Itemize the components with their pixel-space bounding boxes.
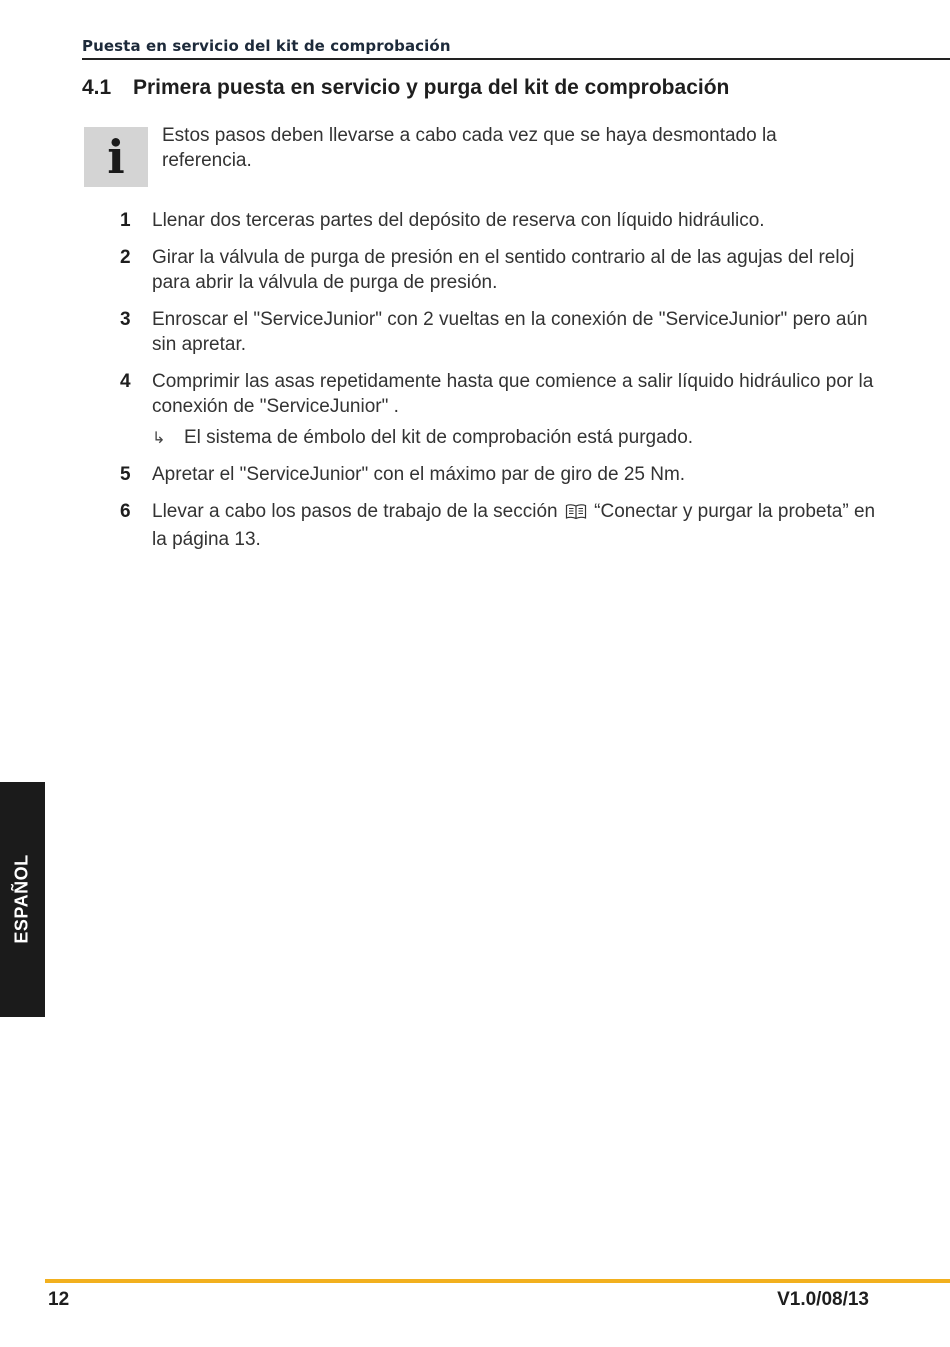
- info-glyph: i: [107, 130, 125, 184]
- step-number: 2: [120, 247, 131, 268]
- step-text: Llevar a cabo los pasos de trabajo de la sección: [152, 501, 558, 522]
- step-text: Apretar el "ServiceJunior" con el máximo par de giro de 25 Nm.: [152, 464, 686, 485]
- step-item: [120, 369, 880, 450]
- step-number: 5: [120, 464, 131, 485]
- step-text: Comprimir las asas repetidamente hasta que comience a salir líquido hidráulico por la conexión de "ServiceJunior" .: [152, 371, 874, 417]
- footer-rule: [45, 1279, 950, 1283]
- step-item: [120, 499, 880, 552]
- book-icon: [565, 502, 587, 527]
- language-tab: [0, 782, 45, 1017]
- version-label: V1.0/08/13: [777, 1289, 869, 1310]
- step-text: Llenar dos terceras partes del depósito de reserva con líquido hidráulico.: [152, 210, 765, 231]
- step-list: [120, 208, 880, 564]
- info-icon: [84, 127, 148, 187]
- section-heading: [82, 76, 729, 100]
- step-number: 3: [120, 309, 131, 330]
- step-number: 1: [120, 210, 131, 231]
- step-item: [120, 208, 880, 233]
- header-rule: [82, 58, 950, 60]
- step-text: Enroscar el "ServiceJunior" con 2 vueltas en la conexión de "ServiceJunior" pero aún sin apretar.: [152, 309, 868, 355]
- section-number: 4.1: [82, 76, 112, 99]
- step-item: [120, 462, 880, 487]
- page-number: 12: [48, 1289, 70, 1310]
- running-header: Puesta en servicio del kit de comprobación: [82, 37, 451, 55]
- language-label: ESPAÑOL: [11, 854, 32, 944]
- step-ref-link[interactable]: “Conectar y purgar la probeta” en la página 13.: [152, 501, 876, 550]
- step-item: [120, 307, 880, 357]
- step-number: 4: [120, 371, 131, 392]
- step-item: [120, 245, 880, 295]
- step-number: 6: [120, 501, 131, 522]
- info-note: Estos pasos deben llevarse a cabo cada vez que se haya desmontado la referencia.: [162, 125, 777, 171]
- step-text: Girar la válvula de purga de presión en el sentido contrario al de las agujas del reloj para abrir la válvula de purga de presión.: [152, 247, 855, 293]
- step-result: [152, 425, 880, 450]
- section-title: Primera puesta en servicio y purga del kit de comprobación: [133, 76, 730, 99]
- result-text: El sistema de émbolo del kit de comprobación está purgado.: [184, 427, 694, 448]
- result-arrow-icon: ↳: [152, 428, 166, 447]
